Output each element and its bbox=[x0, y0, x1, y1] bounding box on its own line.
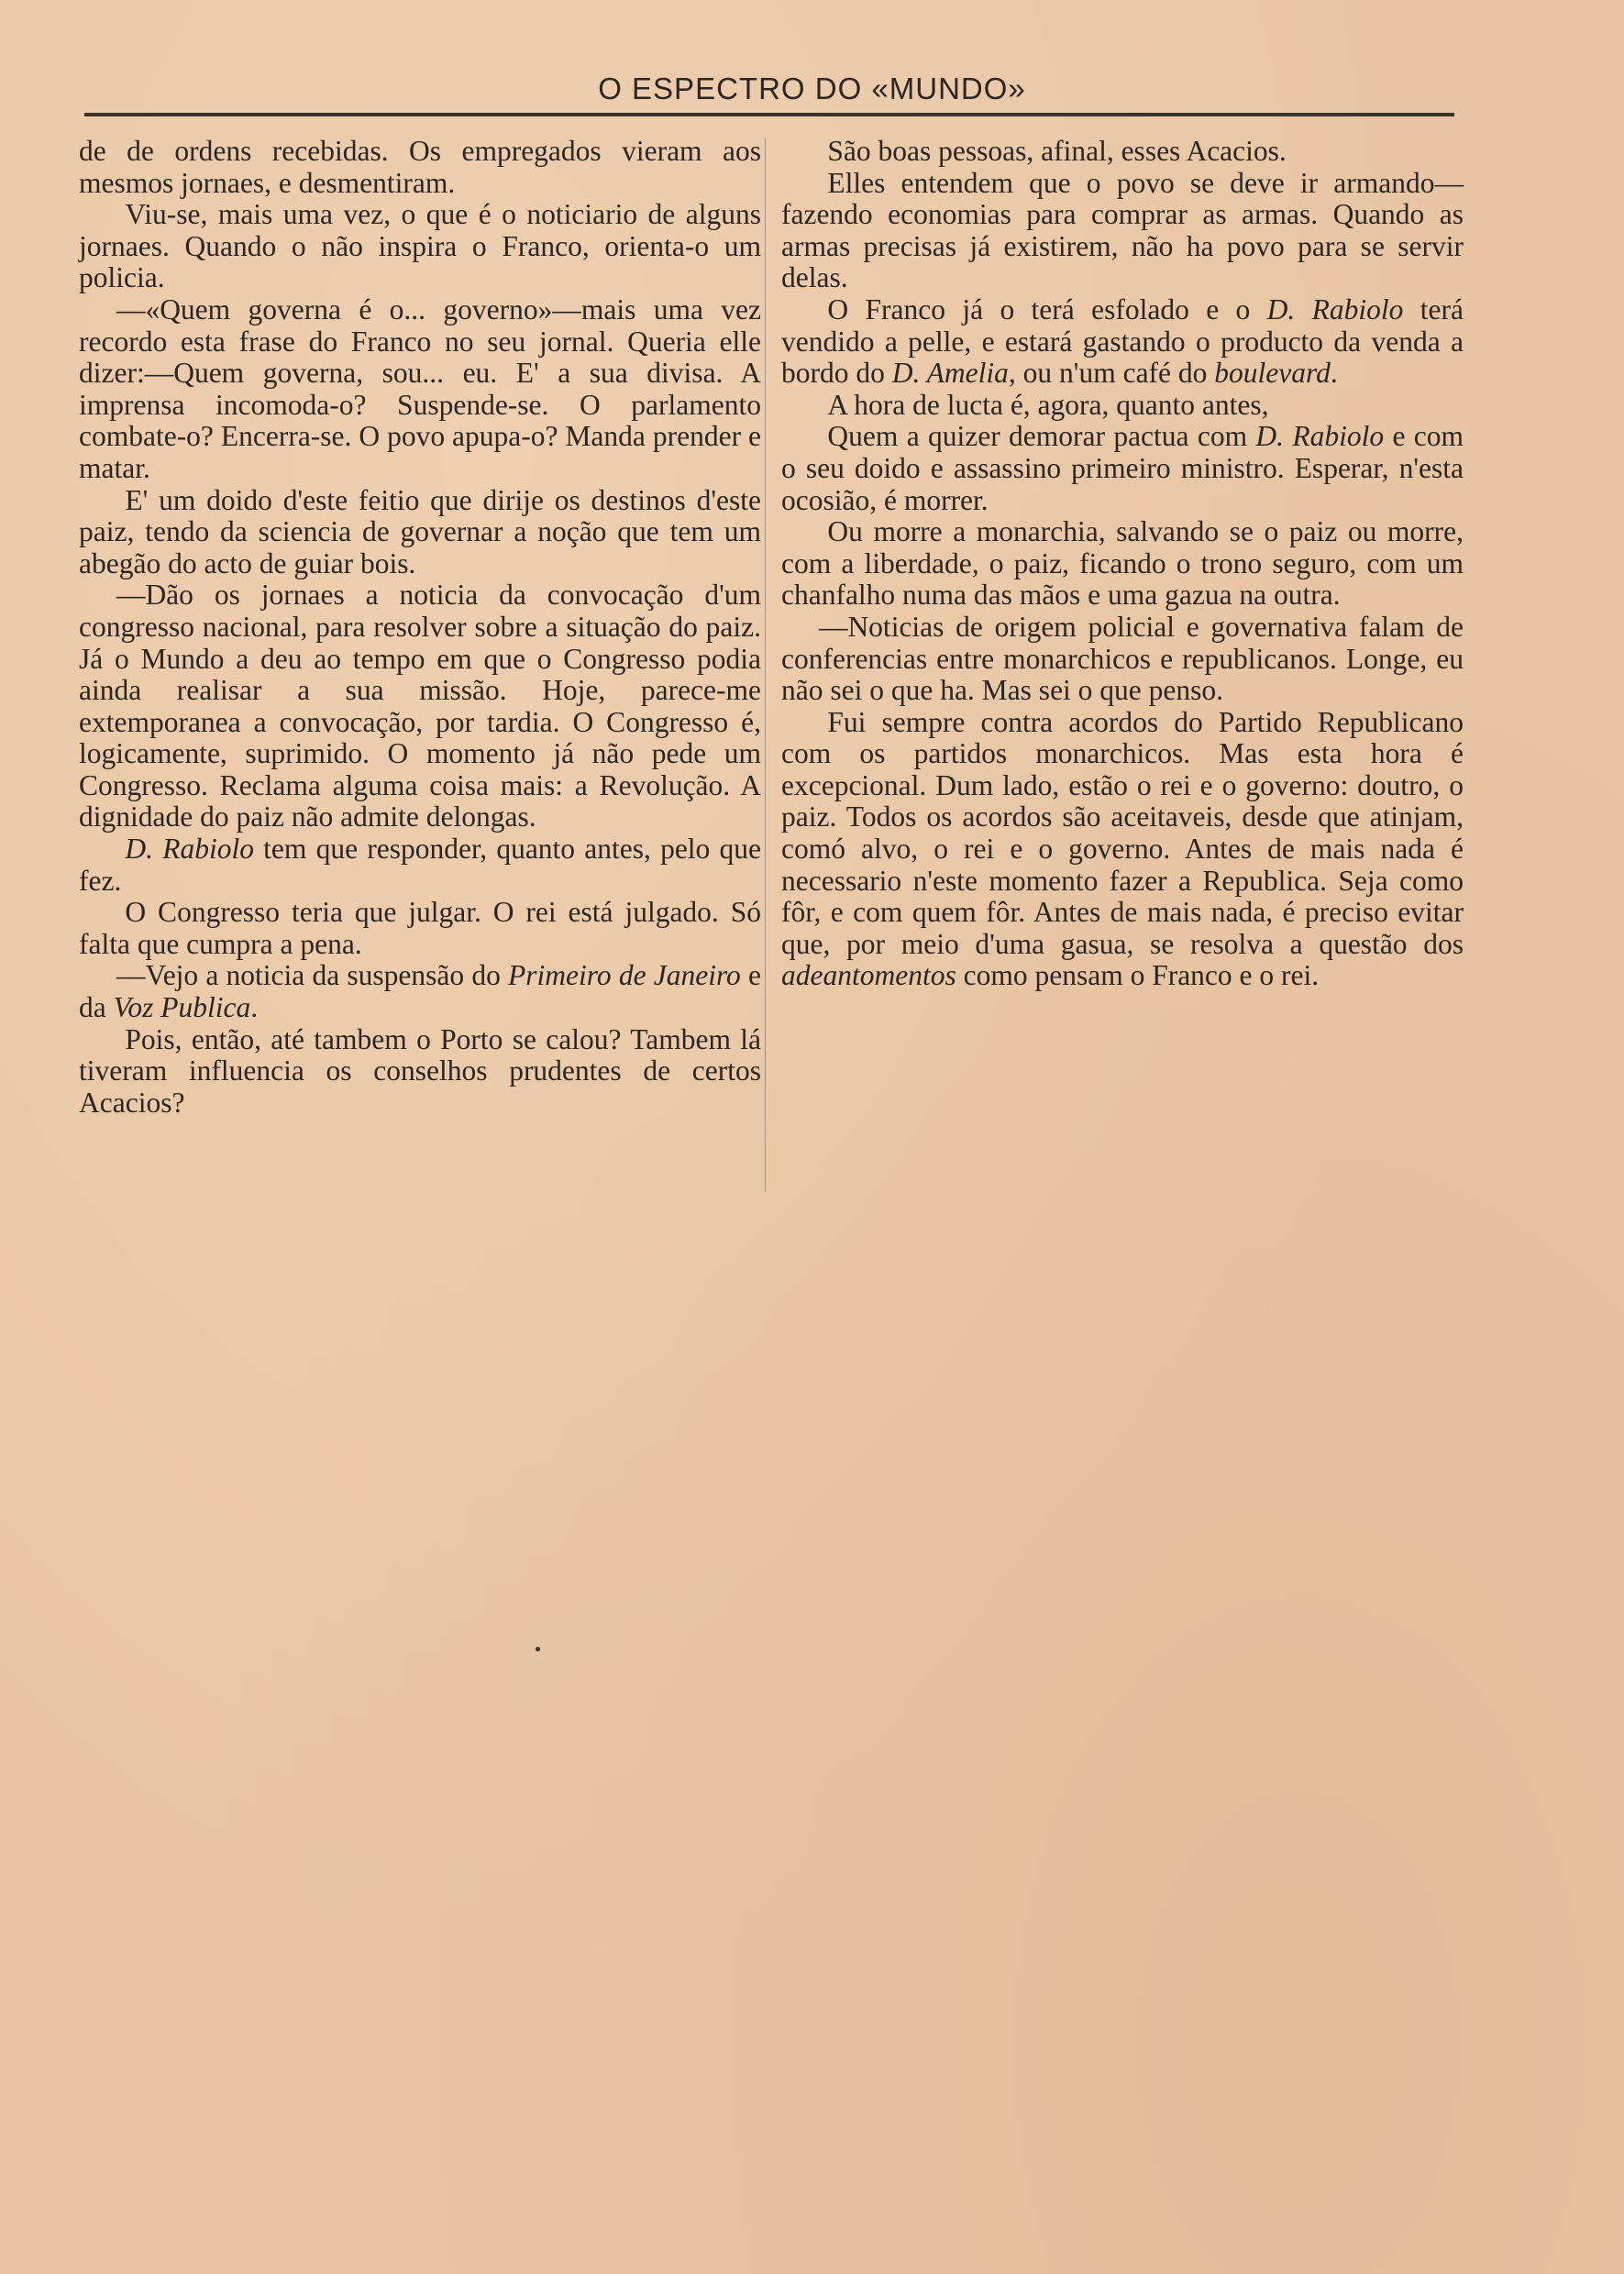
right-paragraph-5 bbox=[781, 421, 1464, 516]
running-title: O ESPECTRO DO «MUNDO» bbox=[598, 72, 1026, 105]
right-paragraph-3-g: . bbox=[1330, 357, 1338, 390]
right-paragraph-1: São boas pessoas, afinal, esses Acacios. bbox=[827, 135, 1287, 167]
right-paragraph-3-c: terá vendido a pelle, e estará gastando o producto da venda a bordo do bbox=[781, 293, 1464, 390]
header-rule bbox=[84, 113, 1454, 116]
left-paragraph-1: de de ordens recebidas. Os empregados vieram aos mesmos jornaes, e desmentiram. bbox=[79, 135, 761, 199]
adeantamentos-word: adeantomentos bbox=[781, 959, 956, 992]
left-column bbox=[79, 136, 761, 1119]
left-paragraph-7: O Congresso teria que julgar. O rei está julgado. Só falta que cumpra a pena. bbox=[79, 896, 761, 960]
newspaper-name-voz: Voz Publica bbox=[113, 991, 251, 1024]
rabiolo-name-right: D. Rabiolo bbox=[1266, 293, 1404, 326]
left-paragraph-8-a: —Vejo a noticia da suspensão do bbox=[116, 959, 509, 992]
right-column bbox=[781, 136, 1464, 992]
boulevard-word: boulevard bbox=[1214, 357, 1331, 390]
left-paragraph-8-e: . bbox=[250, 991, 259, 1024]
left-paragraph-8 bbox=[79, 960, 761, 1023]
ship-name: D. Amelia bbox=[891, 357, 1009, 390]
right-paragraph-8-text: Fui sempre contra acordos do Partido Republicano com os partidos monarchicos. Mas esta hora é excepcional. Dum lado, estão o rei e o governo: doutro, o paiz. Todos os acordos são aceitaveis, desde que atinjam, comó alvo, o rei e o governo. Antes de mais nada é necessario n'este momento fazer a Republica. Seja como fôr, e com quem fôr. Antes de mais nada, é preciso evitar que, por meio d'uma gasua, se resolva a questão dos bbox=[781, 705, 1464, 960]
newspaper-name-primeiro: Primeiro de Janeiro bbox=[508, 959, 741, 992]
right-paragraph-3-e: , ou n'um café do bbox=[1008, 357, 1215, 390]
right-paragraph-5-a: Quem a quizer demorar pactua com bbox=[827, 420, 1256, 453]
right-paragraph-8-end: como pensam o Franco e o rei. bbox=[956, 959, 1320, 992]
left-paragraph-8-c: e da bbox=[79, 959, 761, 1024]
rabiolo-name: D. Rabiolo bbox=[125, 833, 254, 866]
left-paragraph-6 bbox=[79, 833, 761, 897]
left-paragraph-9: Pois, então, até tambem o Porto se calou? Tambem lá tiveram influencia os conselhos prudentes de certos Acacios? bbox=[79, 1022, 761, 1119]
right-paragraph-2: Elles entendem que o povo se deve ir armando—fazendo economias para comprar as armas. Quando as armas precisas já existirem, não ha povo para se servir delas. bbox=[781, 166, 1464, 294]
left-paragraph-4: E' um doido d'este feitio que dirije os destinos d'este paiz, tendo da sciencia de governar a noção que tem um abegão do acto de guiar bois. bbox=[79, 483, 761, 580]
right-paragraph-5-c: e com o seu doido e assassino primeiro ministro. Esperar, n'esta ocosião, é morrer. bbox=[781, 420, 1464, 516]
right-paragraph-6: Ou morre a monarchia, salvando se o paiz ou morre, com a liberdade, o paiz, ficando o trono seguro, com um chanfalho numa das mãos e uma gazua na outra. bbox=[781, 515, 1464, 612]
left-paragraph-6-text: tem que responder, quanto antes, pelo que fez. bbox=[79, 833, 761, 897]
right-paragraph-3-a: O Franco já o terá esfolado e o bbox=[827, 293, 1267, 326]
ink-speck bbox=[536, 1647, 540, 1651]
right-paragraph-4: A hora de lucta é, agora, quanto antes, bbox=[827, 388, 1269, 421]
rabiolo-name-right-2: D. Rabiolo bbox=[1255, 420, 1385, 453]
column-divider bbox=[765, 138, 766, 1192]
right-paragraph-8 bbox=[781, 707, 1464, 992]
right-paragraph-3 bbox=[781, 294, 1464, 390]
right-paragraph-7: —Noticias de origem policial e governativa falam de conferencias entre monarchicos e republicanos. Longe, eu não sei o que ha. Mas sei o que penso. bbox=[781, 610, 1464, 707]
left-paragraph-2: Viu-se, mais uma vez, o que é o noticiario de alguns jornaes. Quando o não inspira o Franco, orienta-o um policia. bbox=[79, 198, 761, 294]
left-paragraph-3: —«Quem governa é o... governo»—mais uma vez recordo esta frase do Franco no seu jornal. Queria elle dizer:—Quem governa, sou... eu. E' a sua divisa. A imprensa incomoda-o? Suspende-se. O parlamento combate-o? Encerra-se. O povo apupa-o? Manda prender e matar. bbox=[79, 293, 761, 484]
left-paragraph-5: —Dão os jornaes a noticia da convocação d'um congresso nacional, para resolver sobre a situação do paiz. Já o Mundo a deu ao tempo em que o Congresso podia ainda realisar a sua missão. Hoje, parece-me extemporanea a convocação, por tardia. O Congresso é, logicamente, suprimido. O momento já não pede um Congresso. Reclama alguma coisa mais: a Revolução. A dignidade do paiz não admite delongas. bbox=[79, 579, 761, 833]
